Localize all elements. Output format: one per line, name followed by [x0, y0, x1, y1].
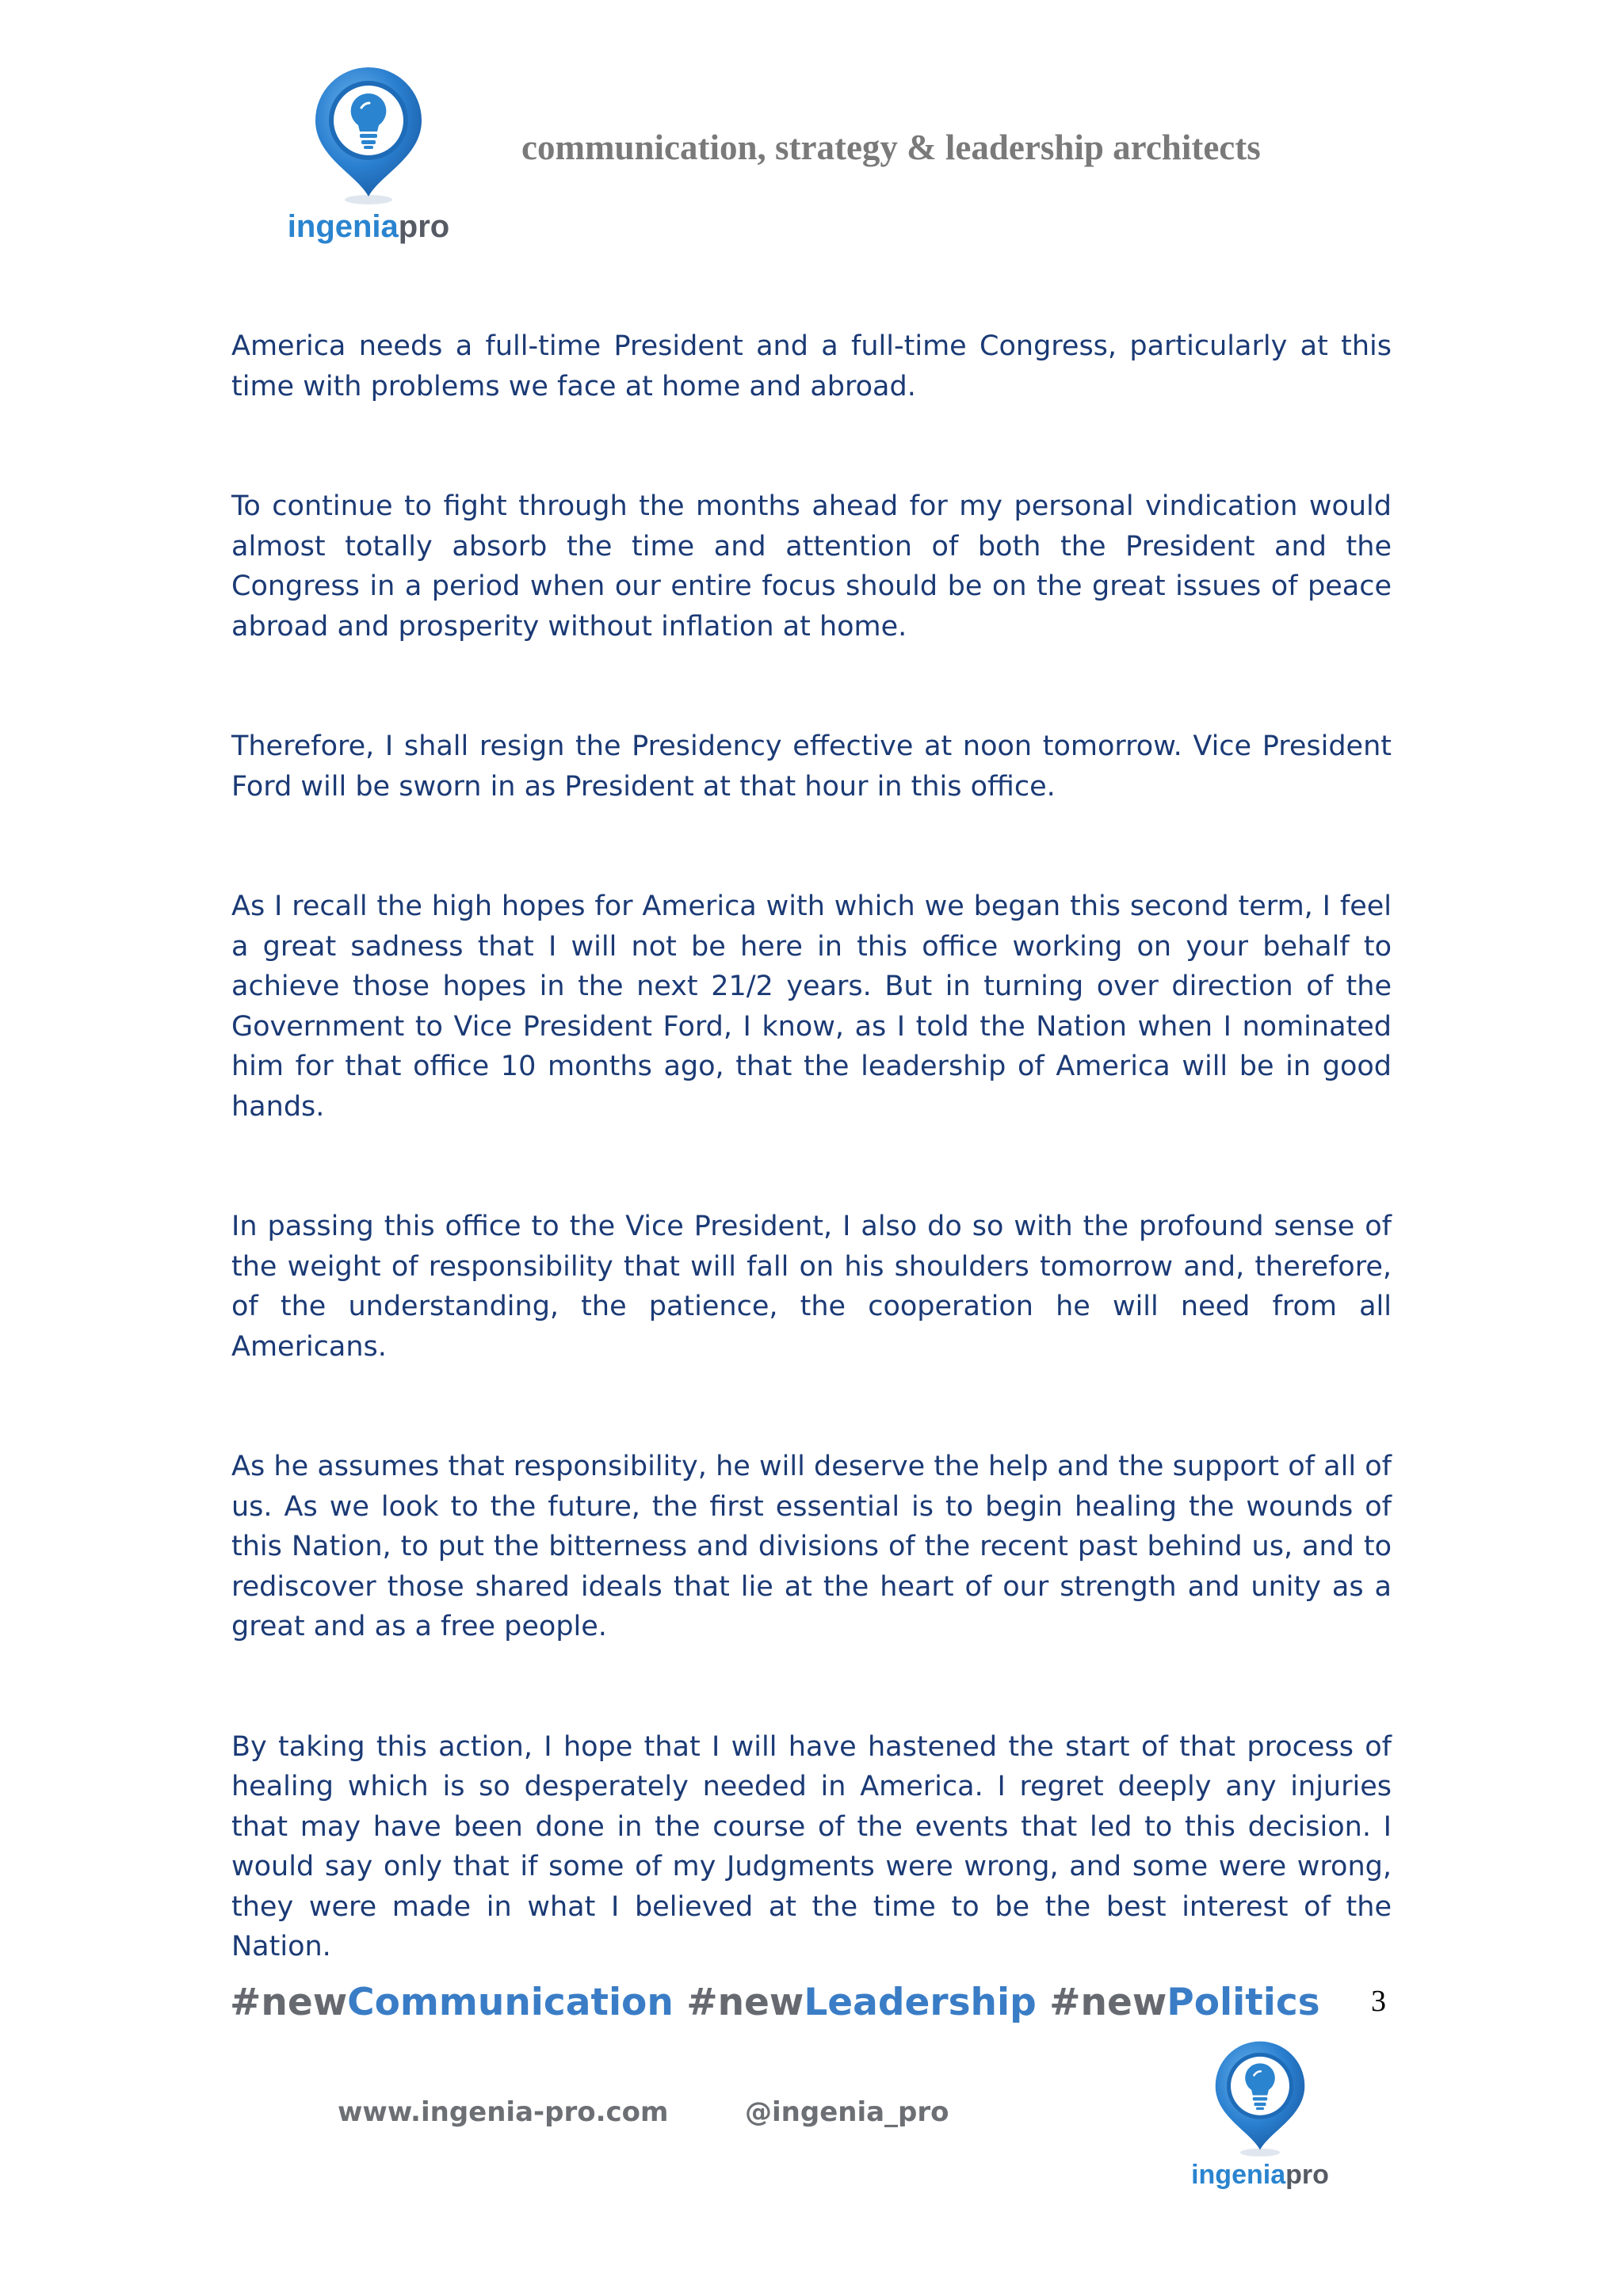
paragraph: America needs a full-time President and a full-time Congress, particularly at this time with problems we face at home and abroad. [231, 330, 1392, 402]
website-link[interactable]: www.ingenia-pro.com [338, 2096, 669, 2128]
paragraph: In passing this office to the Vice President, I also do so with the profound sense of the weight of responsibility that will fall on his shoulders tomorrow and, therefore, of the understanding, the patience, the cooperation he will need from all Americans. [231, 1211, 1392, 1363]
logo-word-ingenia: ingenia [287, 209, 399, 244]
logo-wordmark [1181, 2160, 1339, 2191]
hashtag-word: Leadership [804, 1981, 1037, 2024]
paragraph: To continue to fight through the months ahead for my personal vindication would almost totally absorb the time and attention of both the President and the Congress in a period when our entire focus should be on the great issues of peace abroad and prosperity without inflation at home. [231, 490, 1392, 643]
lightbulb-pin-icon [1210, 2038, 1310, 2158]
header-tagline: communication, strategy & leadership architects [521, 128, 1261, 167]
page-number: 3 [1371, 1985, 1386, 2018]
hashtag-word: Politics [1167, 1981, 1320, 2024]
hashtag-word: Communication [347, 1981, 674, 2024]
paragraph: As he assumes that responsibility, he will deserve the help and the support of all of us. As we look to the future, the first essential is to begin healing the wounds of this Nation, to put the bitterness and divisions of the recent past behind us, and to rediscover those shared ideals that lie at the heart of our strength and unity as a great and as a free people. [231, 1451, 1392, 1642]
hashtag-prefix: #new [230, 1981, 348, 2024]
document-body [231, 326, 1392, 2047]
paragraph: Therefore, I shall resign the Presidency effective at noon tomorrow. Vice President Ford will be sworn in as President at that hour in this office. [231, 730, 1392, 803]
hashtag-prefix: #new [686, 1981, 804, 2024]
header-logo [277, 63, 460, 254]
hashtag-line [230, 1981, 1320, 2024]
paragraph: As I recall the high hopes for America with which we began this second term, I feel a great sadness that I will not be here in this office working on your behalf to achieve those hopes in the next 21/2 years. But in turning over direction of the Government to Vice President Ford, I know, as I told the Nation when I nominated him for that office 10 months ago, that the leadership of America will be in good hands. [231, 891, 1392, 1123]
logo-word-ingenia: ingenia [1191, 2160, 1286, 2190]
logo-word-pro: pro [398, 209, 450, 244]
logo-word-pro: pro [1285, 2160, 1329, 2190]
lightbulb-pin-icon [309, 63, 428, 206]
paragraph: By taking this action, I hope that I will have hastened the start of that process of healing which is so desperately needed in America. I regret deeply any injuries that may have been done in the course of the events that led to this decision. I would say only that if some of my Judgments were wrong, and some were wrong, they were made in what I believed at the time to be the best interest of the Nation. [231, 1730, 1392, 1962]
footer-logo [1181, 2038, 1339, 2204]
logo-wordmark [277, 209, 460, 245]
social-handle-link[interactable]: @ingenia_pro [745, 2096, 949, 2128]
hashtag-prefix: #new [1049, 1981, 1167, 2024]
